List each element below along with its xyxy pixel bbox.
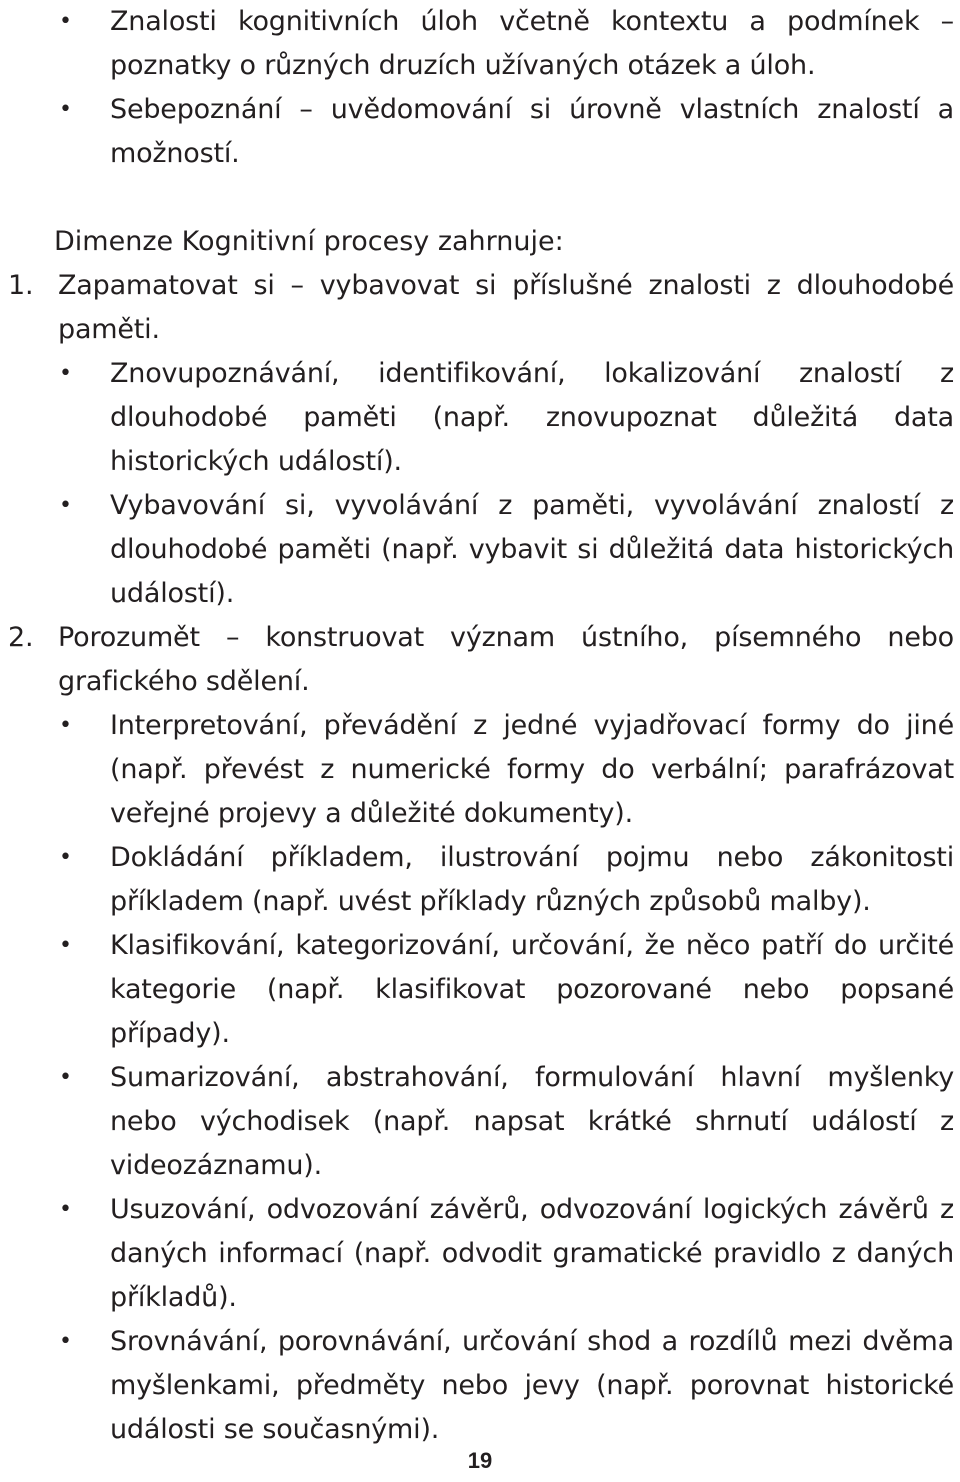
bullet-icon: • (59, 1065, 72, 1090)
list-item (0, 924, 960, 1056)
bullet-icon: • (59, 1197, 72, 1222)
bullet-icon: • (59, 97, 72, 122)
list-item (0, 1056, 960, 1188)
list-item (0, 836, 960, 924)
bullet-text: Dokládání příkladem, ilustrování pojmu nebo zákonitosti příkladem (např. uvést příklady různých způsobů malby). (110, 842, 954, 917)
bullet-icon: • (59, 9, 72, 34)
bullet-text: Interpretování, převádění z jedné vyjadřovací formy do jiné (např. převést z numerické formy do verbální; parafrázovat veřejné projevy a důležité dokumenty). (110, 710, 954, 829)
item-number: 2. (8, 622, 34, 653)
item-text: Zapamatovat si – vybavovat si příslušné znalosti z dlouhodobé paměti. (58, 270, 954, 345)
section-title: Dimenze Kognitivní procesy zahrnuje: (54, 226, 564, 257)
bullet-icon: • (59, 845, 72, 870)
bullet-text: Sebepoznání – uvědomování si úrovně vlastních znalostí a možností. (110, 94, 954, 169)
bullet-text: Znalosti kognitivních úloh včetně kontextu a podmínek – poznatky o různých druzích užívaných otázek a úloh. (110, 6, 954, 81)
list-item (0, 704, 960, 836)
list-item (0, 88, 960, 176)
bullet-text: Vybavování si, vyvolávání z paměti, vyvolávání znalostí z dlouhodobé paměti (např. vybavit si důležitá data historických událostí). (110, 490, 954, 609)
item-number: 1. (8, 270, 34, 301)
list-item (0, 1188, 960, 1320)
bullet-text: Sumarizování, abstrahování, formulování hlavní myšlenky nebo východisek (např. napsat krátké shrnutí událostí z videozáznamu). (110, 1062, 954, 1181)
list-item (0, 484, 960, 616)
numbered-item (0, 264, 960, 352)
bullet-icon: • (59, 713, 72, 738)
item-text: Porozumět – konstruovat význam ústního, písemného nebo grafického sdělení. (58, 622, 954, 697)
list-item (0, 352, 960, 484)
numbered-item (0, 616, 960, 704)
list-item (0, 1320, 960, 1452)
bullet-text: Znovupoznávání, identifikování, lokalizování znalostí z dlouhodobé paměti (např. znovupoznat důležitá data historických událostí). (110, 358, 954, 477)
bullet-text: Usuzování, odvozování závěrů, odvozování logických závěrů z daných informací (např. odvodit gramatické pravidlo z daných příkladů). (110, 1194, 954, 1313)
list-item (0, 0, 960, 88)
page-number: 19 (467, 1448, 493, 1473)
bullet-text: Srovnávání, porovnávání, určování shod a rozdílů mezi dvěma myšlenkami, předměty nebo jevy (např. porovnat historické události se současnými). (110, 1326, 954, 1445)
bullet-icon: • (59, 493, 72, 518)
bullet-icon: • (59, 933, 72, 958)
bullet-icon: • (59, 1329, 72, 1354)
bullet-text: Klasifikování, kategorizování, určování, že něco patří do určité kategorie (např. klasifikovat pozorované nebo popsané případy). (110, 930, 954, 1049)
bullet-icon: • (59, 361, 72, 386)
